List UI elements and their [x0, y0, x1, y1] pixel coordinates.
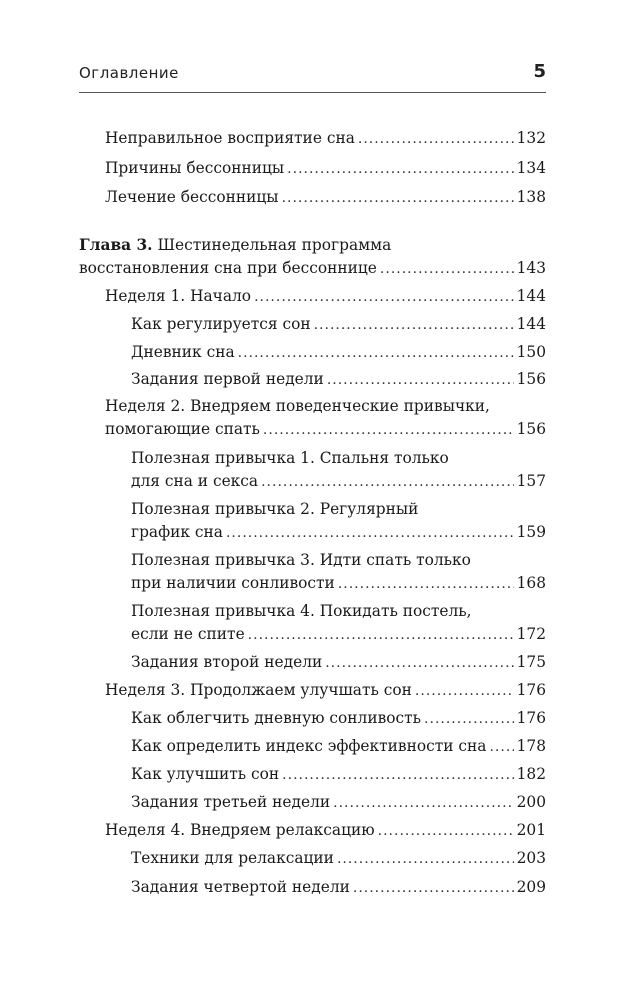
toc-entry-page: 203: [516, 849, 546, 867]
leader-dots: [327, 368, 514, 392]
toc-subentry[interactable]: [131, 571, 546, 595]
toc-subentry-line1[interactable]: Полезная привычка 1. Спальня только: [131, 449, 449, 467]
toc-entry-page: 143: [516, 259, 546, 277]
toc-subentry[interactable]: [131, 875, 546, 899]
toc-entry-title: Задания первой недели: [131, 370, 324, 388]
toc-entry-title: Задания второй недели: [131, 653, 323, 671]
toc-entry-title: если не спите: [131, 625, 245, 643]
leader-dots: [325, 651, 513, 675]
leader-dots: [380, 257, 514, 281]
leader-dots: [282, 763, 513, 787]
toc-entry-title: Задания четвертой недели: [131, 878, 350, 896]
toc-entry-title: Как определить индекс эффективности сна: [131, 737, 487, 755]
toc-entry-title: Задания третьей недели: [131, 793, 331, 811]
leader-dots: [415, 679, 514, 703]
toc-subentry-line1[interactable]: Полезная привычка 4. Покидать постель,: [131, 602, 472, 620]
chapter-label: Глава 3.: [79, 236, 153, 254]
leader-dots: [238, 341, 514, 365]
toc-entry-page: 176: [516, 681, 546, 699]
toc-entry-page: 159: [516, 523, 546, 541]
toc-entry-title: Причины бессонницы: [105, 159, 285, 177]
toc-subentry[interactable]: [131, 650, 546, 674]
toc-subentry[interactable]: [131, 469, 546, 493]
toc-entry-title: Неделя 4. Внедряем релаксацию: [105, 821, 375, 839]
toc-entry-page: 144: [516, 315, 546, 333]
toc-entry-title: помогающие спать: [105, 420, 260, 438]
toc-entry-title: Дневник сна: [131, 343, 235, 361]
toc-week-entry[interactable]: [105, 417, 546, 441]
toc-entry-title: Как регулируется сон: [131, 315, 311, 333]
leader-dots: [314, 313, 514, 337]
toc-entry-title: график сна: [131, 523, 223, 541]
toc-subentry[interactable]: [131, 340, 546, 364]
toc-week-entry-line1[interactable]: Неделя 2. Внедряем поведенческие привычки,: [105, 397, 490, 415]
leader-dots: [337, 847, 514, 871]
leader-dots: [424, 707, 514, 731]
toc-week-entry[interactable]: [105, 284, 546, 308]
toc-entry-page: 157: [516, 472, 546, 490]
toc-subentry[interactable]: [131, 520, 546, 544]
leader-dots: [248, 623, 514, 647]
toc-entry[interactable]: [105, 185, 546, 209]
toc-entry-title: Как улучшить сон: [131, 765, 280, 783]
toc-entry-title: при наличии сонливости: [131, 574, 335, 592]
toc-entry-page: 156: [516, 370, 546, 388]
leader-dots: [287, 157, 513, 181]
toc-entry-title: Неправильное восприятие сна: [105, 129, 355, 147]
leader-dots: [263, 418, 514, 442]
toc-entry[interactable]: [105, 126, 546, 150]
leader-dots: [254, 285, 514, 309]
toc-entry-page: 144: [516, 287, 546, 305]
chapter-entry[interactable]: [79, 256, 546, 280]
leader-dots: [353, 876, 514, 900]
toc-entry-page: 156: [516, 420, 546, 438]
running-header-title: Оглавление: [79, 64, 179, 82]
toc-subentry[interactable]: [131, 367, 546, 391]
chapter-title-continued: восстановления сна при бессоннице: [79, 259, 377, 277]
toc-entry-title: Техники для релаксации: [131, 849, 334, 867]
toc-entry-page: 132: [516, 129, 546, 147]
toc-subentry[interactable]: [131, 790, 546, 814]
toc-entry-page: 201: [516, 821, 546, 839]
toc-entry-title: Неделя 1. Начало: [105, 287, 252, 305]
toc-entry-title: Неделя 3. Продолжаем улучшать сон: [105, 681, 412, 699]
leader-dots: [261, 470, 514, 494]
leader-dots: [358, 127, 514, 151]
leader-dots: [226, 521, 514, 545]
toc-entry-page: 176: [516, 709, 546, 727]
toc-entry-page: 168: [516, 574, 546, 592]
toc-entry-page: 134: [516, 159, 546, 177]
leader-dots: [489, 735, 513, 759]
toc-subentry[interactable]: [131, 762, 546, 786]
toc-entry-page: 175: [516, 653, 546, 671]
toc-subentry-line1[interactable]: Полезная привычка 3. Идти спать только: [131, 551, 471, 569]
leader-dots: [378, 819, 514, 843]
toc-subentry[interactable]: [131, 846, 546, 870]
leader-dots: [338, 572, 514, 596]
toc-entry-page: 209: [516, 878, 546, 896]
running-header: [79, 62, 546, 93]
toc-entry[interactable]: [105, 156, 546, 180]
toc-entry-title: для сна и секса: [131, 472, 259, 490]
toc-week-entry[interactable]: [105, 678, 546, 702]
toc-entry-page: 178: [516, 737, 546, 755]
chapter-title: Шестинедельная программа: [157, 236, 392, 254]
toc-subentry[interactable]: [131, 312, 546, 336]
toc-entry-page: 150: [516, 343, 546, 361]
toc-entry-page: 172: [516, 625, 546, 643]
toc-subentry[interactable]: [131, 706, 546, 730]
toc-subentry-line1[interactable]: Полезная привычка 2. Регулярный: [131, 500, 419, 518]
toc-entry-page: 182: [516, 765, 546, 783]
toc-entry-title: Как облегчить дневную сонливость: [131, 709, 422, 727]
toc-subentry[interactable]: [131, 622, 546, 646]
toc-entry-title: Лечение бессонницы: [105, 188, 279, 206]
toc-entry-page: 138: [516, 188, 546, 206]
chapter-title-line1[interactable]: [79, 233, 391, 257]
leader-dots: [282, 186, 514, 210]
leader-dots: [333, 791, 513, 815]
toc-week-entry[interactable]: [105, 818, 546, 842]
page-number: 5: [533, 61, 546, 82]
toc-subentry[interactable]: [131, 734, 546, 758]
toc-entry-page: 200: [516, 793, 546, 811]
